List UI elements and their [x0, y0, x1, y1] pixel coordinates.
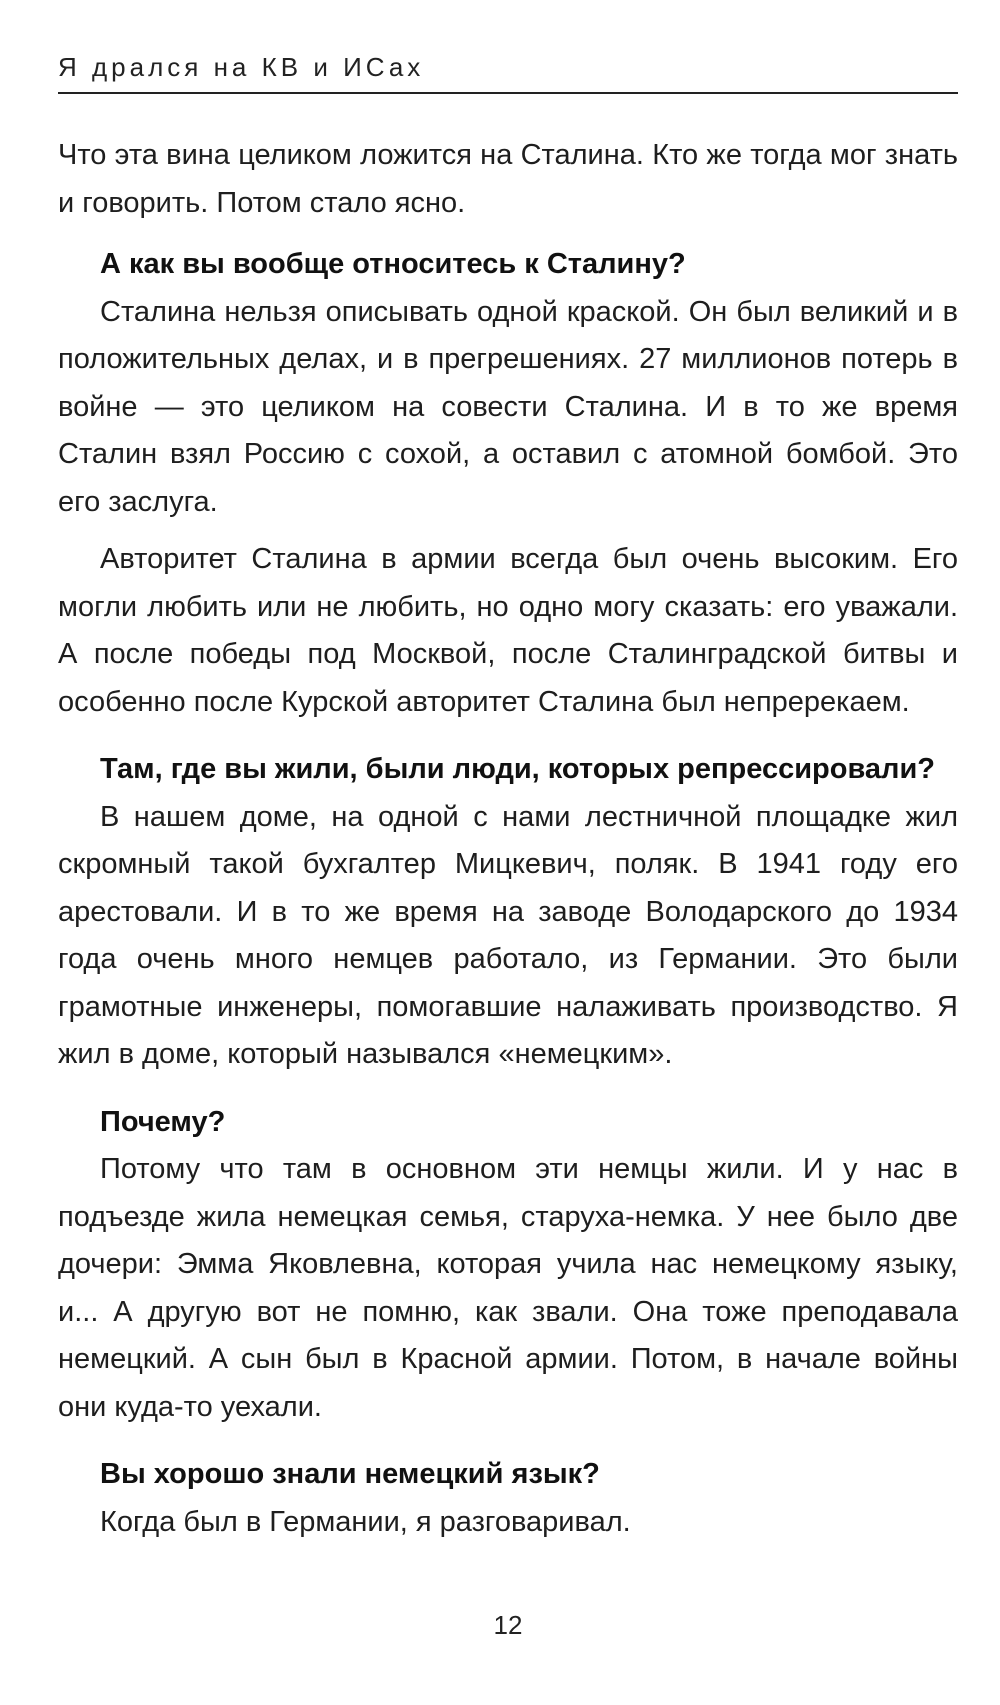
answer-paragraph: Когда был в Германии, я разговаривал.	[100, 1505, 631, 1538]
question-why: Почему?	[100, 1105, 226, 1138]
header-rule	[58, 92, 958, 94]
question-german: Вы хорошо знали немецкий язык?	[100, 1458, 600, 1490]
question-repressions: Там, где вы жили, были люди, которых репрессировали?	[100, 753, 935, 785]
answer-paragraph: Сталина нельзя описывать одной краской. Он был великий и в положительных делах, и в прегрешениях. 27 миллионов потерь в войне — это целиком на совести Сталина. И в то же время Сталин взял Россию с сохой, а оставил с атомной бомбой. Это его заслуга.	[58, 295, 958, 518]
page-body	[58, 132, 958, 1546]
question-stalin: А как вы вообще относитесь к Сталину?	[100, 248, 686, 280]
page-number: 12	[493, 1610, 523, 1640]
book-page	[58, 0, 958, 1705]
answer-paragraph: Авторитет Сталина в армии всегда был очень высоким. Его могли любить или не любить, но одно могу сказать: его уважали. А после победы под Москвой, после Сталинградской битвы и особенно после Курской авторитет Сталина был непререкаем.	[58, 543, 958, 718]
running-head-title: Я дрался на КВ и ИСах	[58, 52, 425, 82]
answer-paragraph: Потому что там в основном эти немцы жили. И у нас в подъезде жила немецкая семья, старуха-немка. У нее было две дочери: Эмма Яковлевна, которая учила нас немецкому языку, и... А другую вот не помню, как звали. Она тоже преподавала немецкий. А сын был в Красной армии. Потом, в начале войны они куда-то уехали.	[58, 1153, 958, 1423]
answer-paragraph: В нашем доме, на одной с нами лестничной площадке жил скромный такой бухгалтер Мицкевич, поляк. В 1941 году его арестовали. И в то же время на заводе Володарского до 1934 года очень много немцев работало, из Германии. Это были грамотные инженеры, помогавшие налаживать производство. Я жил в доме, который назывался «немецким».	[58, 800, 958, 1070]
paragraph-continued: Что эта вина целиком ложится на Сталина. Кто же тогда мог знать и говорить. Потом стало ясно.	[58, 139, 958, 219]
